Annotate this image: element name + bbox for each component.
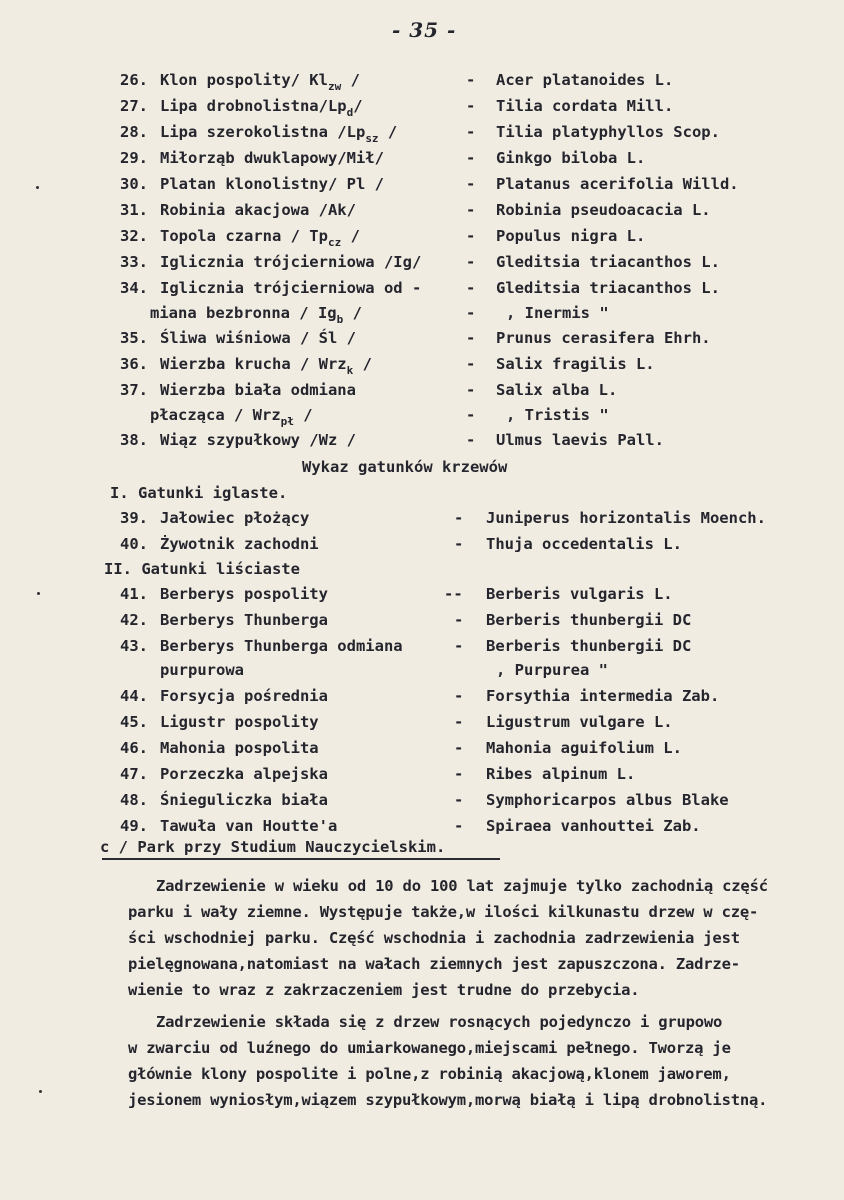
latin-name: Berberis thunbergii DC [486,611,692,629]
polish-name: Topola czarna / $Tp_{cz}$ / [160,227,360,249]
polish-name: Lipa drobnolistna/$Lp_d/$ [160,97,363,119]
paragraph-line: ści wschodniej parku. Część wschodnia i zachodnia zadrzewienia jest [128,929,740,947]
latin-name: , Inermis " [506,304,609,322]
row-number: 47. [120,765,148,783]
abbreviation-subscript: zw [327,80,342,93]
separator-dash: - [466,431,476,449]
paragraph-line: Zadrzewienie w wieku od 10 do 100 lat zajmuje tylko zachodnią część [156,877,768,895]
tree-row [0,303,844,325]
shrub-row [0,712,844,734]
polish-name: Żywotnik zachodni [160,535,319,553]
row-number: 31. [120,201,148,219]
margin-mark [36,186,39,189]
latin-name: Tilia cordata Mill. [496,97,674,115]
latin-name: Platanus acerifolia Willd. [496,175,739,193]
polish-name: Śnieguliczka biała [160,791,328,809]
polish-name: Lipa szerokolistna $/Lp_{sz}$ / [160,123,398,145]
tree-row [0,380,844,402]
section-c-title: c / Park przy Studium Nauczycielskim. [100,838,446,856]
polish-name: Robinia akacjowa /Ak/ [160,201,356,219]
separator-dash: - [466,406,476,424]
row-number: 45. [120,713,148,731]
latin-name: Ribes alpinum L. [486,765,636,783]
polish-name: Berberys Thunberga [160,611,328,629]
separator-dash: - [466,304,476,322]
shrubs-heading: Wykaz gatunków krzewów [302,458,508,476]
latin-name: Ginkgo biloba L. [496,149,646,167]
separator-dash: - [466,227,476,245]
section-c-underline [102,858,500,860]
polish-name: Mahonia pospolita [160,739,319,757]
row-number: 44. [120,687,148,705]
abbreviation-subscript: k [346,364,354,377]
paragraph-line: wienie to wraz z zakrzaczeniem jest trudne do przebycia. [128,981,640,999]
polish-name: Wiąz szypułkowy /Wz / [160,431,356,449]
tree-row [0,278,844,300]
abbreviation-subscript: sz [365,132,379,145]
latin-name: Gleditsia triacanthos L. [496,279,720,297]
latin-name: Mahonia aguifolium L. [486,739,682,757]
separator-dash: - [466,355,476,373]
row-number: 37. [120,381,148,399]
latin-name: Populus nigra L. [496,227,646,245]
row-number: 36. [120,355,148,373]
abbreviation-subscript: d [346,106,354,119]
latin-name: Ligustrum vulgare L. [486,713,673,731]
tree-row [0,226,844,248]
separator-dash: - [454,765,464,783]
separator-dash: - [454,637,464,655]
tree-row [0,122,844,144]
latin-name: , Purpurea " [496,661,608,679]
paragraph-line: jesionem wyniosłym,wiązem szypułkowym,morwą białą i lipą drobnolistną. [128,1091,768,1109]
tree-row [0,430,844,452]
margin-mark [37,592,40,595]
latin-name: Juniperus horizontalis Moench. [486,509,766,527]
polish-name: Iglicznia trójcierniowa od - [160,279,422,297]
tree-row [0,96,844,118]
polish-name: Berberys Thunberga odmiana [160,637,403,655]
shrub-row [0,660,844,682]
polish-name: miana bezbronna / $Ig_b$ / [150,304,362,326]
shrub-row [0,610,844,632]
latin-name: Salix fragilis L. [496,355,655,373]
separator-dash: - [466,71,476,89]
polish-name: Jałowiec płożący [160,509,310,527]
row-number: 29. [120,149,148,167]
separator-dash: - [466,253,476,271]
shrub-row [0,764,844,786]
separator-dash: - [466,175,476,193]
shrub-row [0,534,844,556]
abbreviation-subscript: pł [280,415,294,428]
row-number: 28. [120,123,148,141]
section-conifers-title: I. Gatunki iglaste. [110,484,288,502]
latin-name: Berberis vulgaris L. [486,585,673,603]
latin-name: , Tristis " [506,406,609,424]
separator-dash: - [466,381,476,399]
latin-name: Acer platanoides L. [496,71,674,89]
row-number: 46. [120,739,148,757]
row-number: 38. [120,431,148,449]
paragraph-line: Zadrzewienie składa się z drzew rosnących pojedynczo i grupowo [156,1013,723,1031]
polish-name: Porzeczka alpejska [160,765,328,783]
row-number: 43. [120,637,148,655]
separator-dash: - [454,509,464,527]
tree-row [0,174,844,196]
paragraph-line: parku i wały ziemne. Występuje także,w ilości kilkunastu drzew w czę- [128,903,759,921]
polish-name: Forsycja pośrednia [160,687,328,705]
polish-name: płacząca / Wrz$_{pł}$ / [150,406,313,428]
shrub-row [0,686,844,708]
row-number: 27. [120,97,148,115]
separator-dash: - [466,97,476,115]
tree-row [0,252,844,274]
latin-name: Forsythia intermedia Zab. [486,687,720,705]
row-number: 49. [120,817,148,835]
section-c-heading [100,838,445,856]
tree-row [0,200,844,222]
polish-name: Wierzba krucha / Wrz$_k$ / [160,355,372,377]
separator-dash: - [454,739,464,757]
polish-name: Tawuła van Houtte'a [160,817,338,835]
separator-dash: - [466,201,476,219]
latin-name: Prunus cerasifera Ehrh. [496,329,711,347]
shrub-row [0,584,844,606]
row-number: 33. [120,253,148,271]
separator-dash: - [454,535,464,553]
separator-dash: - [466,149,476,167]
separator-dash: - [466,279,476,297]
paragraph-line: głównie klony pospolite i polne,z robinią akacjową,klonem jaworem, [128,1065,731,1083]
polish-name: Platan klonolistny/ Pl / [160,175,384,193]
row-number: 26. [120,71,148,89]
latin-name: Tilia platyphyllos Scop. [496,123,720,141]
paragraph-line: pielęgnowana,natomiast na wałach ziemnych jest zapuszczona. Zadrze- [128,955,740,973]
row-number: 40. [120,535,148,553]
row-number: 39. [120,509,148,527]
latin-name: Robinia pseudoacacia L. [496,201,711,219]
row-number: 35. [120,329,148,347]
tree-row [0,328,844,350]
tree-row [0,148,844,170]
abbreviation-subscript: cz [327,236,342,249]
tree-row [0,70,844,92]
row-number: 42. [120,611,148,629]
row-number: 48. [120,791,148,809]
page-number: - 35 - [392,18,457,42]
shrub-row [0,816,844,838]
separator-dash: - [454,713,464,731]
row-number: 32. [120,227,148,245]
separator-dash: - [454,687,464,705]
polish-name: Iglicznia trójcierniowa /Ig/ [160,253,422,271]
tree-row [0,354,844,376]
separator-dash: - [466,123,476,141]
latin-name: Ulmus laevis Pall. [496,431,664,449]
latin-name: Salix alba L. [496,381,618,399]
margin-mark [39,1090,42,1093]
polish-name: Ligustr pospolity [160,713,319,731]
polish-name: Miłorząb dwuklapowy/Mił/ [160,149,384,167]
row-number: 34. [120,279,148,297]
shrub-row [0,790,844,812]
polish-name: Klon pospolity/ $Kl_{zw}$ / [160,71,360,93]
polish-name: Wierzba biała odmiana [160,381,356,399]
paragraph-line: w zwarciu od luźnego do umiarkowanego,miejscami pełnego. Tworzą je [128,1039,731,1057]
polish-name: Berberys pospolity [160,585,328,603]
latin-name: Berberis thunbergii DC [486,637,692,655]
latin-name: Symphoricarpos albus Blake [486,791,729,809]
separator-dash: - [466,329,476,347]
row-number: 41. [120,585,148,603]
separator-dash: - [454,791,464,809]
shrub-row [0,636,844,658]
polish-name: purpurowa [160,661,244,679]
latin-name: Spiraea vanhouttei Zab. [486,817,701,835]
separator-dash: - [454,817,464,835]
latin-name: Gleditsia triacanthos L. [496,253,720,271]
section-deciduous-title: II. Gatunki liściaste [104,560,300,578]
polish-name: Śliwa wiśniowa / Śl / [160,329,356,347]
latin-name: Thuja occedentalis L. [486,535,682,553]
tree-row [0,405,844,427]
separator-dash: -- [444,585,463,603]
shrub-row [0,738,844,760]
separator-dash: - [454,611,464,629]
row-number: 30. [120,175,148,193]
shrub-row [0,508,844,530]
abbreviation-subscript: b [336,313,344,326]
